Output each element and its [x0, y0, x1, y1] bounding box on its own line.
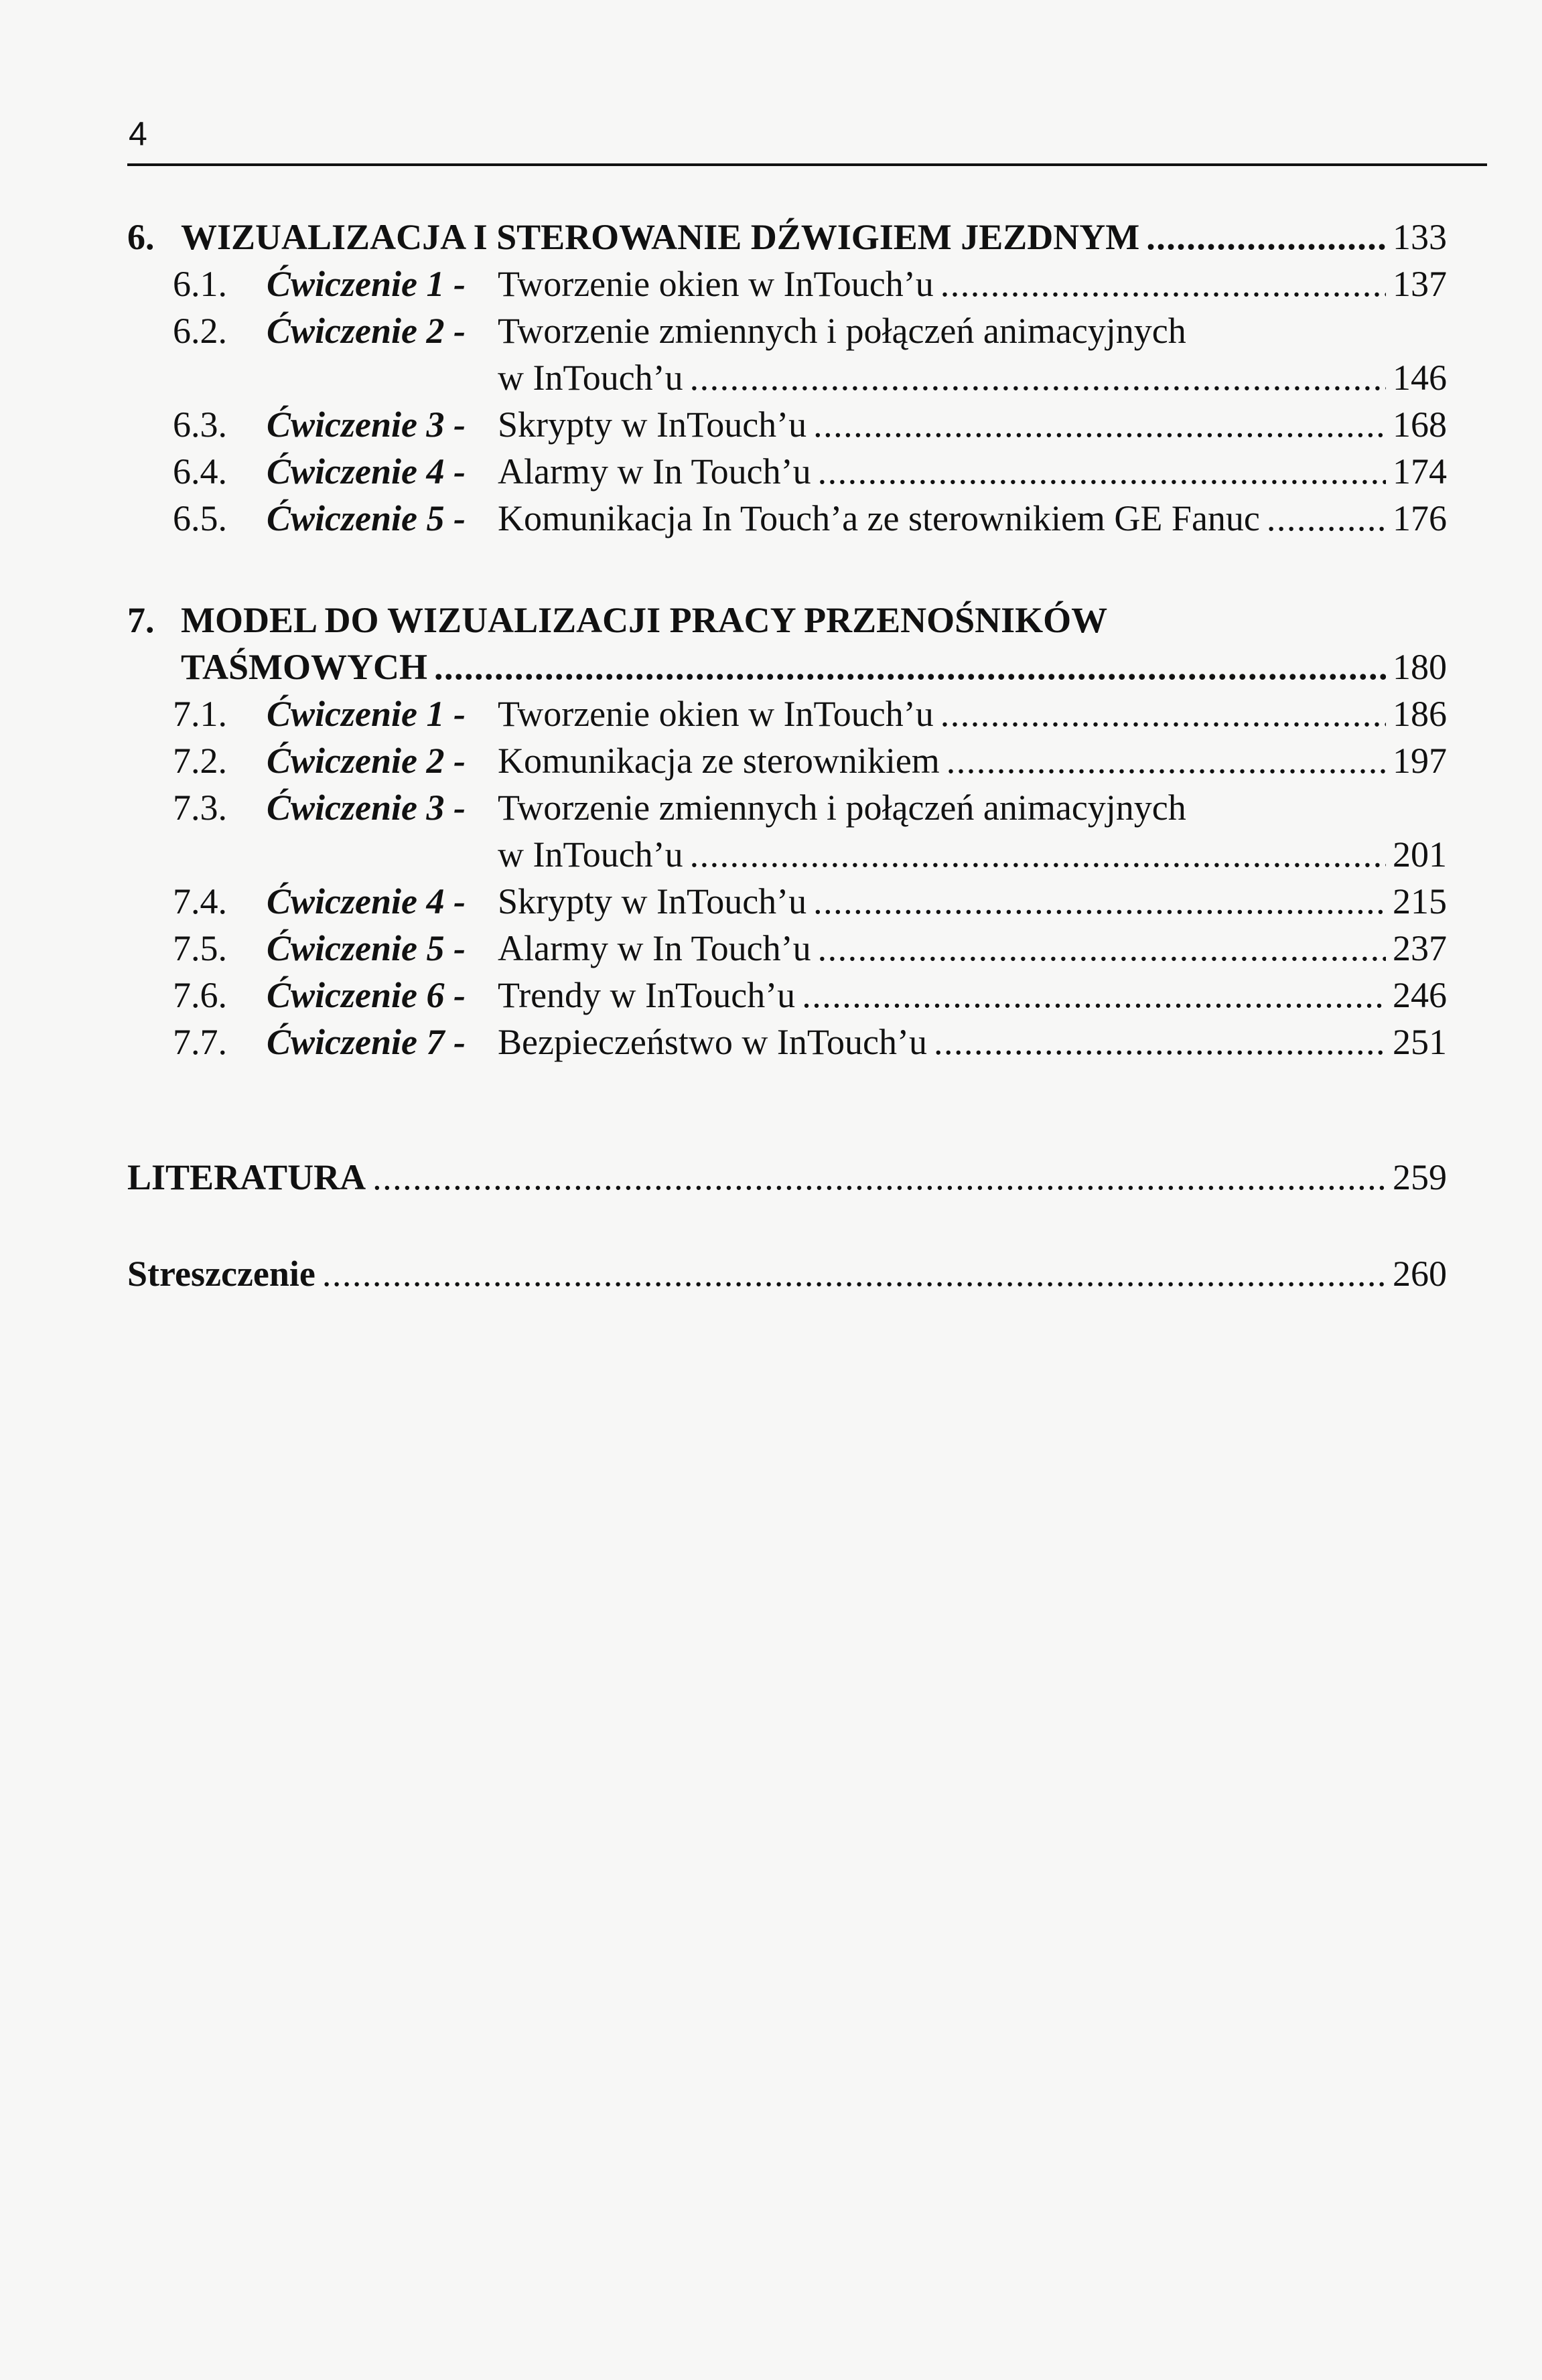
- toc-chapter-6[interactable]: [127, 216, 1447, 258]
- page-ref: 176: [1393, 498, 1447, 538]
- toc-item-6-2-cont[interactable]: [498, 356, 1447, 399]
- item-label: 6.3. Ćwiczenie 3 - Skrypty w InTouch’u: [173, 404, 807, 445]
- page-ref: 133: [1393, 217, 1447, 257]
- section-title: LITERATURA: [127, 1157, 366, 1197]
- item-label: 7.5. Ćwiczenie 5 - Alarmy w In Touch’u: [173, 928, 811, 968]
- page-ref: 201: [1393, 834, 1447, 875]
- toc-streszczenie[interactable]: [127, 1252, 1447, 1295]
- dot-leader: [818, 927, 1386, 970]
- toc-item-7-5[interactable]: [173, 927, 1447, 970]
- toc-item-6-1[interactable]: [173, 263, 1447, 305]
- toc-chapter-7[interactable]: 7. MODEL DO WIZUALIZACJI PRACY PRZENOŚNIKÓW: [127, 600, 1108, 640]
- item-label-cont: w InTouch’u: [498, 358, 683, 398]
- toc-item-6-5[interactable]: [173, 497, 1447, 540]
- item-label: 7.4. Ćwiczenie 4 - Skrypty w InTouch’u: [173, 881, 807, 921]
- toc-item-7-3-cont[interactable]: [498, 833, 1447, 876]
- dot-leader: [1267, 497, 1386, 540]
- page-ref: 246: [1393, 975, 1447, 1015]
- page-ref: 215: [1393, 881, 1447, 921]
- item-label: Tworzenie zmiennych i połączeń animacyjnych: [498, 788, 1186, 828]
- dot-leader: [940, 263, 1386, 305]
- header-rule: [127, 163, 1487, 166]
- dot-leader: [818, 450, 1386, 493]
- page-ref: 237: [1393, 928, 1447, 968]
- dot-leader: [802, 974, 1386, 1017]
- item-label: 7.7. Ćwiczenie 7 - Bezpieczeństwo w InTouch’u: [173, 1022, 927, 1062]
- item-label: 6.4. Ćwiczenie 4 - Alarmy w In Touch’u: [173, 451, 811, 492]
- dot-leader: [934, 1021, 1386, 1063]
- dot-leader: [690, 833, 1386, 876]
- dot-leader: [690, 356, 1386, 399]
- toc-literatura[interactable]: [127, 1156, 1447, 1199]
- dot-leader: [322, 1252, 1386, 1295]
- page-ref: 180: [1393, 647, 1447, 687]
- toc-item-7-7[interactable]: [173, 1021, 1447, 1063]
- dot-leader: [1146, 216, 1386, 258]
- page-ref: 251: [1393, 1022, 1447, 1062]
- dot-leader: [947, 739, 1386, 782]
- page-ref: 146: [1393, 358, 1447, 398]
- section-title: Streszczenie: [127, 1254, 316, 1294]
- dot-leader: [372, 1156, 1386, 1199]
- page-ref: 197: [1393, 741, 1447, 781]
- dot-leader: [813, 403, 1386, 446]
- page-ref: 174: [1393, 451, 1447, 492]
- item-label-cont: w InTouch’u: [498, 834, 683, 875]
- page-number: 4: [129, 115, 147, 153]
- item-label: Tworzenie zmiennych i połączeń animacyjnych: [498, 311, 1186, 351]
- page-ref: 259: [1393, 1157, 1447, 1197]
- toc-item-7-6[interactable]: [173, 974, 1447, 1017]
- item-label: 7.2. Ćwiczenie 2 - Komunikacja ze sterownikiem: [173, 741, 940, 781]
- page-ref: 168: [1393, 404, 1447, 445]
- item-label: 6.5. Ćwiczenie 5 - Komunikacja In Touch’a ze sterownikiem GE Fanuc: [173, 498, 1260, 538]
- chapter-title-cont: TAŚMOWYCH: [181, 647, 428, 687]
- item-label: 6.1. Ćwiczenie 1 - Tworzenie okien w InTouch’u: [173, 264, 934, 304]
- item-label: 7.1. Ćwiczenie 1 - Tworzenie okien w InTouch’u: [173, 694, 934, 734]
- toc-item-7-3[interactable]: 7.3. Ćwiczenie 3 - Tworzenie zmiennych i połączeń animacyjnych: [173, 788, 1186, 828]
- dot-leader: [940, 692, 1386, 735]
- dot-leader: [434, 646, 1386, 688]
- toc-item-6-4[interactable]: [173, 450, 1447, 493]
- toc-item-6-2[interactable]: 6.2. Ćwiczenie 2 - Tworzenie zmiennych i połączeń animacyjnych: [173, 311, 1186, 351]
- toc-chapter-7-cont[interactable]: [181, 646, 1447, 688]
- toc-item-7-1[interactable]: [173, 692, 1447, 735]
- toc-item-7-2[interactable]: [173, 739, 1447, 782]
- toc-item-6-3[interactable]: [173, 403, 1447, 446]
- page-ref: 260: [1393, 1254, 1447, 1294]
- chapter-title: 6. WIZUALIZACJA I STEROWANIE DŹWIGIEM JEZDNYM: [127, 217, 1140, 257]
- toc-item-7-4[interactable]: [173, 880, 1447, 923]
- page-ref: 186: [1393, 694, 1447, 734]
- chapter-title: MODEL DO WIZUALIZACJI PRACY PRZENOŚNIKÓW: [181, 600, 1108, 640]
- dot-leader: [813, 880, 1386, 923]
- item-label: 7.6. Ćwiczenie 6 - Trendy w InTouch’u: [173, 975, 796, 1015]
- page-ref: 137: [1393, 264, 1447, 304]
